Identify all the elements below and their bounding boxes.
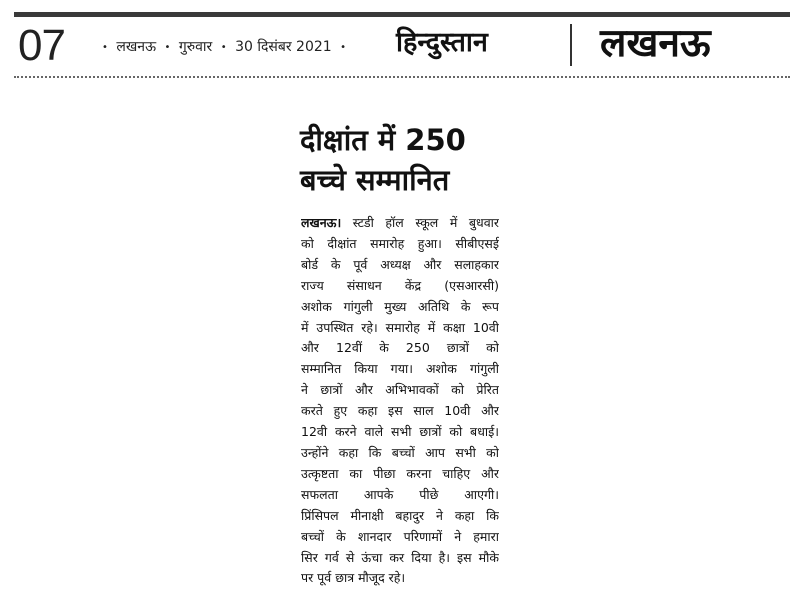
headline-line-2: बच्चे सम्मानित xyxy=(300,163,450,197)
article-line: बच्चों के शानदार परिणामों ने हमारा xyxy=(301,528,499,544)
headline-line-1: दीक्षांत में 250 xyxy=(300,123,466,157)
article-body xyxy=(301,213,499,589)
article-line: पर पूर्व छात्र मौजूद रहे। xyxy=(301,570,406,586)
article-line: 12वी करने वाले सभी छात्रों को बधाई। xyxy=(301,424,499,440)
dateline-weekday: गुरुवार xyxy=(178,39,213,55)
article-line: करते हुए कहा इस साल 10वी और xyxy=(301,403,499,419)
article-line: ने छात्रों और अभिभावकों को प्रेरित xyxy=(301,382,499,398)
article-line: बोर्ड के पूर्व अध्यक्ष और सलाहकार xyxy=(301,256,499,272)
article-line: सिर गर्व से ऊंचा कर दिया है। इस मौके xyxy=(301,549,499,565)
newspaper-brand-logo: हिन्दुस्तान xyxy=(396,27,488,58)
article-line: राज्य संसाधन केंद्र (एसआरसी) xyxy=(301,277,499,293)
bullet-separator: • xyxy=(102,42,108,53)
masthead-dotted-rule xyxy=(14,76,790,78)
masthead-divider xyxy=(570,24,572,66)
bullet-separator: • xyxy=(340,42,347,53)
article-line xyxy=(301,213,499,234)
masthead-top-rule xyxy=(14,12,790,17)
dateline-city: लखनऊ xyxy=(116,39,157,55)
page-number: 07 xyxy=(18,21,65,70)
article-line: अशोक गांगुली मुख्य अतिथि के रूप xyxy=(301,298,499,314)
masthead xyxy=(14,18,790,76)
masthead-dateline xyxy=(98,38,350,57)
article-line: को दीक्षांत समारोह हुआ। सीबीएसई xyxy=(301,235,499,251)
article-line: उन्होंने कहा कि बच्चों आप सभी को xyxy=(301,444,499,460)
edition-name: लखनऊ xyxy=(600,21,711,66)
bullet-separator: • xyxy=(164,42,171,53)
article-line: उत्कृष्टता का पीछा करना चाहिए और xyxy=(301,465,499,481)
article-dateline: लखनऊ। xyxy=(301,215,342,230)
article-line: प्रिंसिपल मीनाक्षी बहादुर ने कहा कि xyxy=(301,507,499,523)
article-line: और 12वीं के 250 छात्रों को xyxy=(301,340,499,356)
article-line: में उपस्थित रहे। समारोह में कक्षा 10वी xyxy=(301,319,499,335)
article-line: सफलता आपके पीछे आएगी। xyxy=(301,486,499,502)
article-first-line: स्टडी हॉल स्कूल में बुधवार xyxy=(341,215,499,230)
dateline-date: 30 दिसंबर 2021 xyxy=(235,39,332,55)
article-line: सम्मानित किया गया। अशोक गांगुली xyxy=(301,361,499,377)
bullet-separator: • xyxy=(220,42,227,53)
article-headline xyxy=(300,120,560,200)
